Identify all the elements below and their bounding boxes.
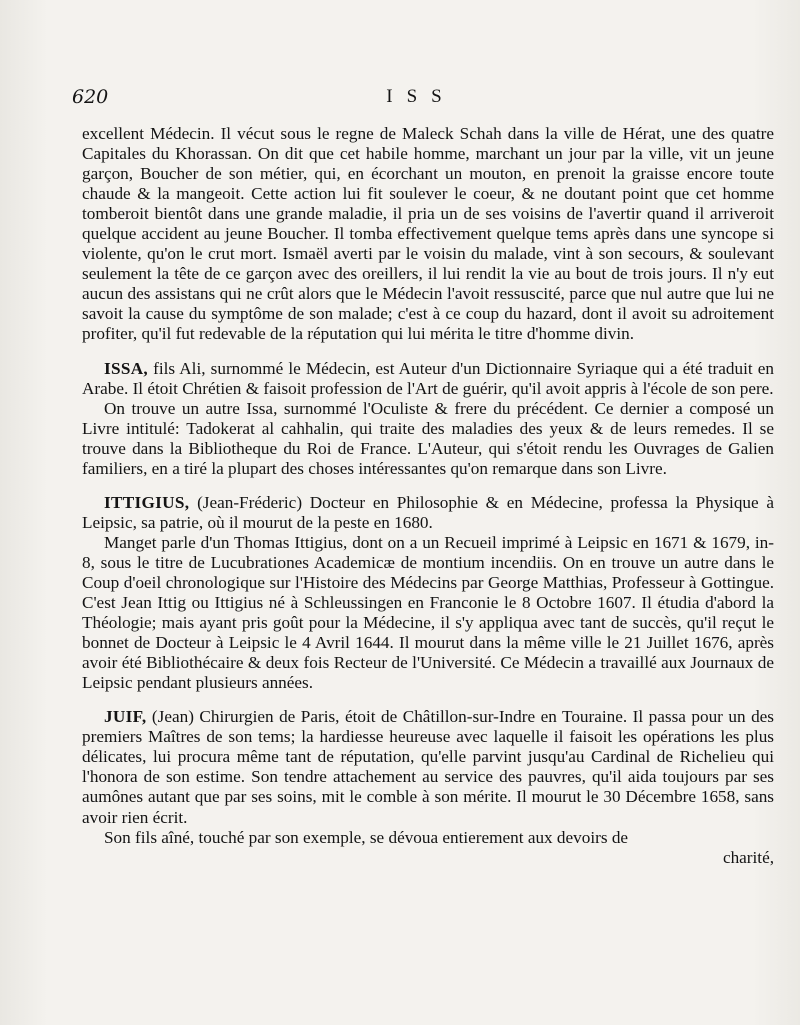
paragraph-juif-son: Son fils aîné, touché par son exemple, se dévoua entierement aux devoirs de bbox=[104, 827, 629, 847]
paragraph-ittigius-manget: Manget parle d'un Thomas Ittigius, dont on a un Recueil imprimé à Leipsic en 1671 & 1679, in-8, sous le titre de Lucubrationes Academicæ de montium incendiis. On en trouve un autre dans le Coup d'oeil chronologique sur l'Histoire des Médecins par George Matthias, Professeur à Gottingue. C'est Jean Ittig ou Ittigius né à Schleussingen en Franconie le 8 Octobre 1607. Il étudia d'abord la Théologie; mais ayant pris goût pour la Médecine, il s'y appliqua avec tant de succès, qu'il reçut le bonnet de Docteur à Leipsic le 4 Avril 1644. Il mourut dans la même ville le 21 Juillet 1676, après avoir été Bibliothécaire & deux fois Recteur de l'Université. Ce Médecin a travaillé aux Journaux de Leipsic pendant plusieurs années. bbox=[82, 532, 774, 693]
body-text bbox=[82, 124, 774, 868]
paragraph-ismael-end: excellent Médecin. Il vécut sous le regne de Maleck Schah dans la ville de Hérat, une des quatre Capitales du Khorassan. On dit que cet habile homme, marchant un jour par la ville, vit un jeune garçon, Boucher de son métier, qui, en écorchant un mouton, en prenoit la graisse encore toute chaude & la mangeoit. Cette action lui fit soulever le coeur, & ne doutant point que cet homme tomberoit bientôt dans une grande maladie, il pria un de ses voisins de l'avertir quand il arriveroit quelque accident au jeune Boucher. Il tomba effectivement quelque tems après dans une syncope si violente, qu'on le crut mort. Ismaël averti par le voisin du malade, vint à son secours, & soulevant seulement la tête de ce garçon avec des oreillers, il lui rendit la vie au bout de trois jours. Il n'y eut aucun des assistans qui ne crût alors que le Médecin l'avoit ressuscité, parce que nul autre que lui ne savoit la cause du symptôme de son malade; c'est à ce coup du hazard, dont il avoit su adroitement profiter, qu'il fut redevable de la réputation qui lui mérita le titre d'homme divin. bbox=[82, 124, 774, 344]
running-head: ISS bbox=[386, 86, 456, 107]
entry-text: (Jean-Fréderic) Docteur en Philosophie & en Médecine, professa la Physique à Leipsic, sa patrie, où il mourut de la peste en 1680. bbox=[82, 492, 774, 532]
paragraph-issa-oculiste: On trouve un autre Issa, surnommé l'Oculiste & frere du précédent. Ce dernier a composé un Livre intitulé: Tadokerat al cahhalin, qui traite des maladies des yeux & de leurs remedes. Il se trouve dans la Bibliotheque du Roi de France. L'Auteur, qui s'étoit rendu les Ouvrages de Galien familiers, en a tiré la plupart des choses intéressantes qu'on remarque dans son Livre. bbox=[82, 398, 774, 478]
entry-text: (Jean) Chirurgien de Paris, étoit de Châtillon-sur-Indre en Touraine. Il passa pour un des premiers Maîtres de son tems; la hardiesse heureuse avec laquelle il faisoit les opérations les plus délicates, lui procura même tant de réputation, qu'elle parvint jusqu'au Cardinal de Richelieu qui l'honora de son estime. Son tendre attachement au service des pauvres, qu'il aida toujours par ses aumônes autant que par ses soins, mit le comble à son mérite. Il mourut le 30 Décembre 1658, sans avoir rien écrit. bbox=[82, 707, 774, 827]
entry-headword: ITTIGIUS, bbox=[104, 492, 190, 512]
entry-ittigius bbox=[82, 493, 774, 533]
page-number: 620 bbox=[72, 86, 109, 108]
entry-issa bbox=[82, 359, 774, 399]
entry-text: fils Ali, surnommé le Médecin, est Auteur d'un Dictionnaire Syriaque qui a été traduit en Arabe. Il étoit Chrétien & faisoit profession de l'Art de guérir, qu'il avoit appris à l'école de son pere. bbox=[82, 358, 774, 398]
entry-headword: ISSA, bbox=[104, 358, 149, 378]
entry-headword: JUIF, bbox=[104, 707, 147, 727]
catchword: charité, bbox=[722, 847, 774, 867]
entry-juif bbox=[82, 707, 774, 827]
page-header bbox=[72, 86, 770, 116]
